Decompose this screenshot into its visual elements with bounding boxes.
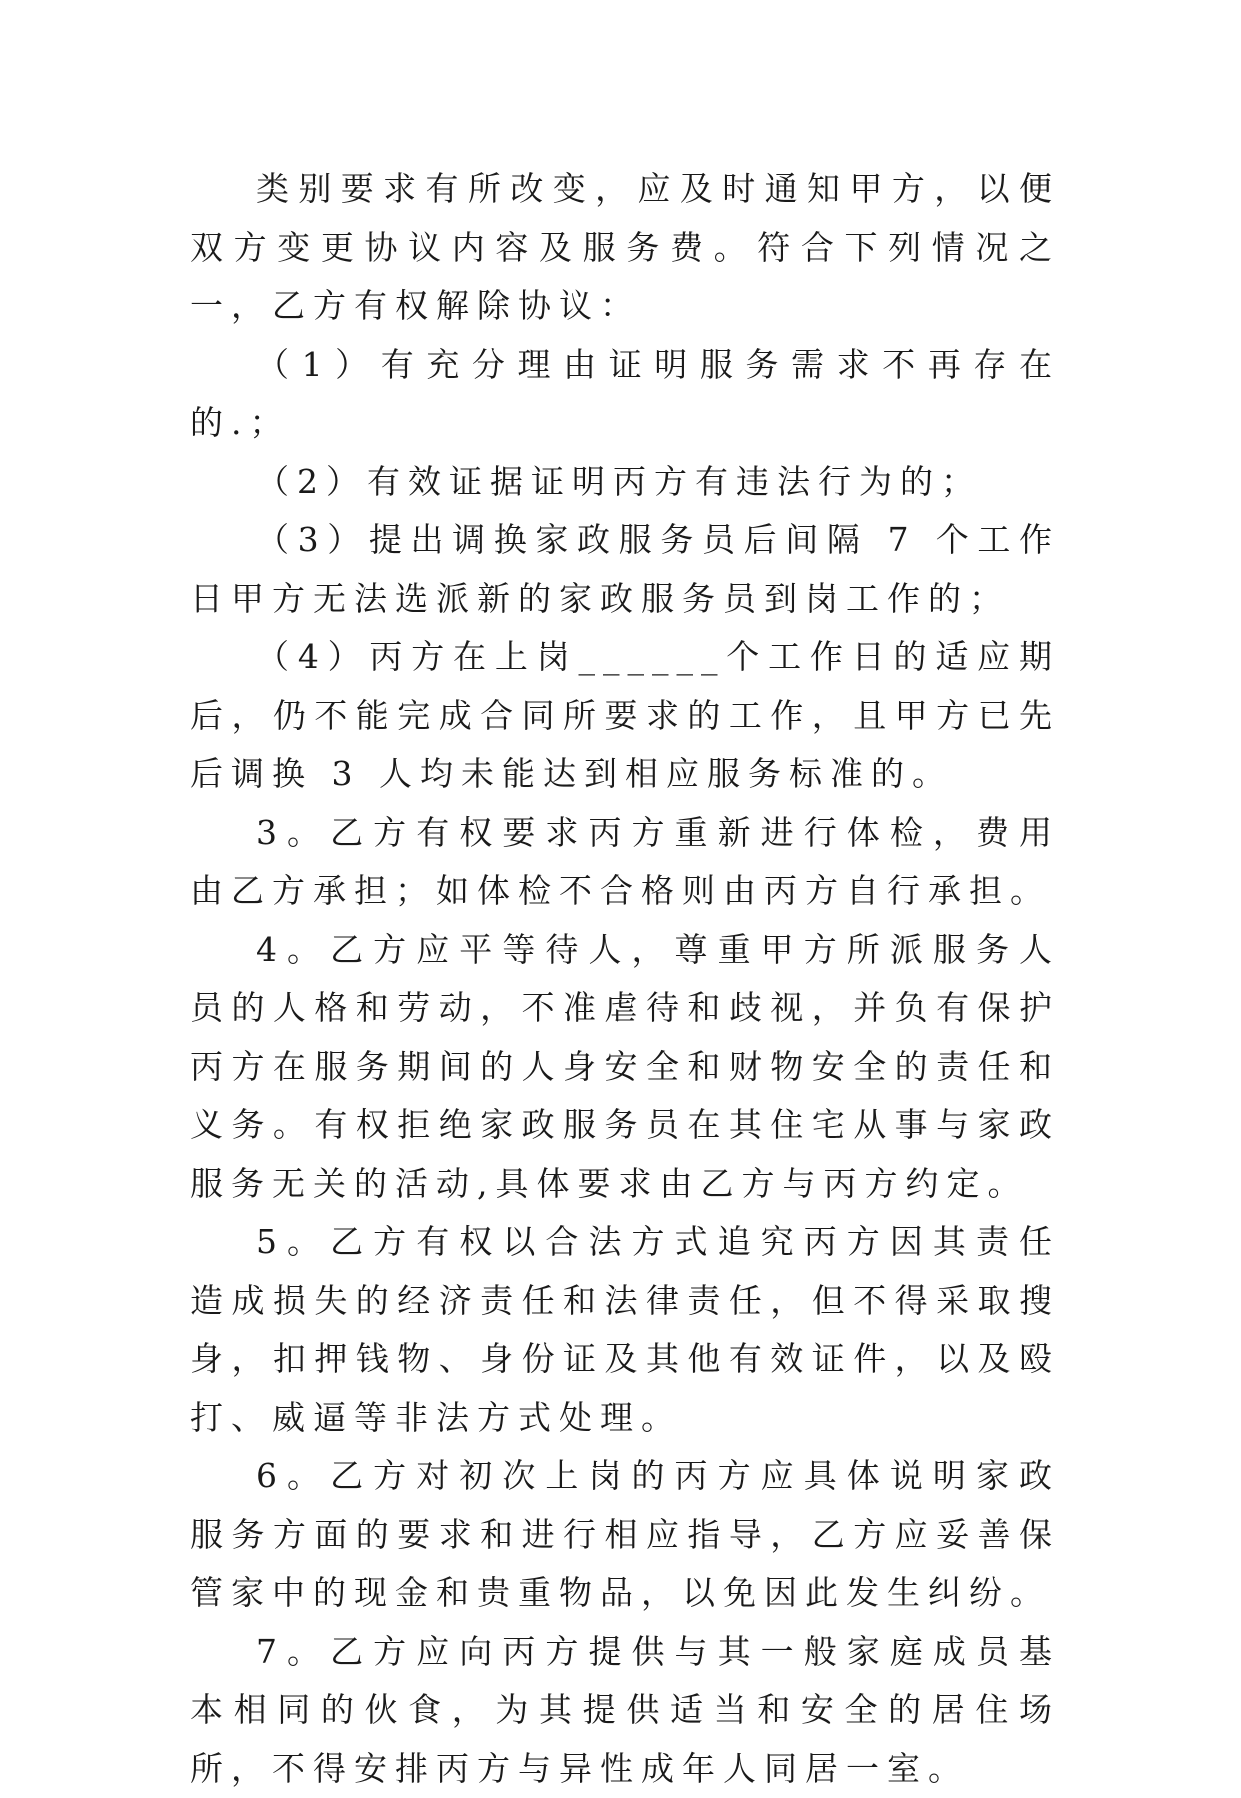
paragraph-condition-3: （3）提出调换家政服务员后间隔 7 个工作日甲方无法选派新的家政服务员到岗工作的；	[190, 511, 1060, 628]
paragraph-clause-5: 5。乙方有权以合法方式追究丙方因其责任造成损失的经济责任和法律责任，但不得采取搜身，扣押钱物、身份证及其他有效证件，以及殴打、威逼等非法方式处理。	[190, 1213, 1060, 1447]
document-page	[190, 160, 1060, 1798]
paragraph-clause-3: 3。乙方有权要求丙方重新进行体检，费用由乙方承担；如体检不合格则由丙方自行承担。	[190, 804, 1060, 921]
paragraph-clause-4: 4。乙方应平等待人，尊重甲方所派服务人员的人格和劳动，不准虐待和歧视，并负有保护丙方在服务期间的人身安全和财物安全的责任和义务。有权拒绝家政服务员在其住宅从事与家政服务无关的活动,具体要求由乙方与丙方约定。	[190, 921, 1060, 1214]
paragraph-condition-2: （2）有效证据证明丙方有违法行为的；	[190, 453, 1060, 512]
paragraph-clause-7: 7。乙方应向丙方提供与其一般家庭成员基本相同的伙食，为其提供适当和安全的居住场所，不得安排丙方与异性成年人同居一室。	[190, 1623, 1060, 1798]
paragraph-condition-4: （4）丙方在上岗______个工作日的适应期后，仍不能完成合同所要求的工作，且甲方已先后调换 3 人均未能达到相应服务标准的。	[190, 628, 1060, 804]
paragraph-clause-6: 6。乙方对初次上岗的丙方应具体说明家政服务方面的要求和进行相应指导，乙方应妥善保管家中的现金和贵重物品，以免因此发生纠纷。	[190, 1447, 1060, 1623]
paragraph-service-change: 类别要求有所改变，应及时通知甲方，以便双方变更协议内容及服务费。符合下列情况之一，乙方有权解除协议：	[190, 160, 1060, 336]
paragraph-condition-1: （1）有充分理由证明服务需求不再存在的.；	[190, 336, 1060, 453]
